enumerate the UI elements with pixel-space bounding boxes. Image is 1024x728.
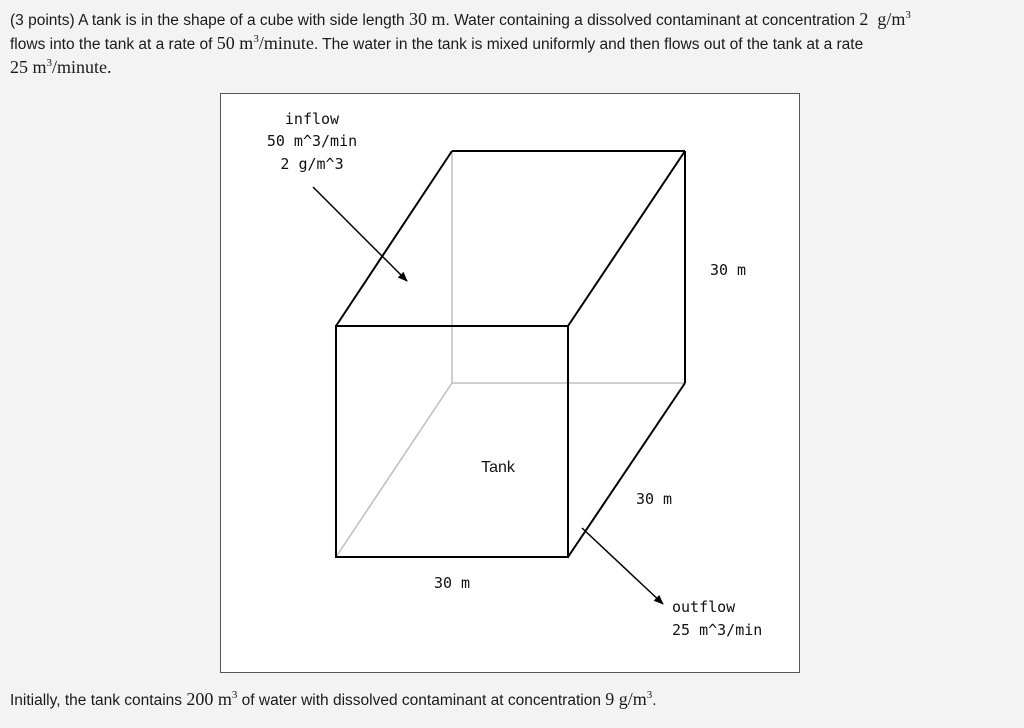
footer-period: . bbox=[652, 692, 657, 709]
inflow-rate: 50 $m^3$/minute bbox=[216, 33, 314, 53]
problem-statement bbox=[10, 8, 1010, 80]
outflow-arrow bbox=[582, 528, 663, 604]
problem-text: flows into the tank at a rate of bbox=[10, 36, 213, 53]
inflow-rate-label: 50 m^3/min bbox=[266, 132, 358, 150]
side-length: 30 m bbox=[408, 9, 446, 29]
footer-text: Initially, the tank contains bbox=[10, 692, 183, 709]
inflow-arrow bbox=[313, 187, 407, 281]
inflow-concentration-label: 2 g/m^3 bbox=[280, 155, 344, 173]
height-dimension-label: 30 m bbox=[635, 490, 673, 508]
problem-text: . Water containing a dissolved contaminant at concentration bbox=[445, 12, 856, 29]
initial-condition-text bbox=[10, 688, 1010, 712]
initial-volume: 200 $m^3$ bbox=[186, 689, 238, 709]
problem-text: . The water in the tank is mixed uniformly and then flows out of the tank at a rate bbox=[313, 36, 864, 53]
outflow-rate-label: 25 m^3/min bbox=[672, 621, 763, 639]
depth-dimension-label: 30 m bbox=[709, 261, 747, 279]
inflow-concentration: 2 $g/m^3$ bbox=[859, 9, 911, 29]
cube-diagram-svg bbox=[221, 94, 801, 674]
width-dimension-label: 30 m bbox=[433, 574, 471, 592]
points-label: (3 points) bbox=[10, 12, 75, 29]
hidden-edges bbox=[336, 151, 685, 557]
tank-label: Tank bbox=[481, 459, 515, 476]
outflow-label: outflow bbox=[672, 598, 736, 616]
inflow-label: inflow bbox=[284, 110, 340, 128]
initial-concentration: 9 $g/m^3$ bbox=[605, 689, 653, 709]
cube-edges bbox=[336, 151, 685, 557]
footer-text: of water with dissolved contaminant at concentration bbox=[241, 692, 601, 709]
outflow-rate: 25 $m^3$/minute. bbox=[10, 57, 112, 77]
tank-diagram bbox=[220, 93, 800, 673]
problem-text: A tank is in the shape of a cube with side length bbox=[78, 12, 405, 29]
